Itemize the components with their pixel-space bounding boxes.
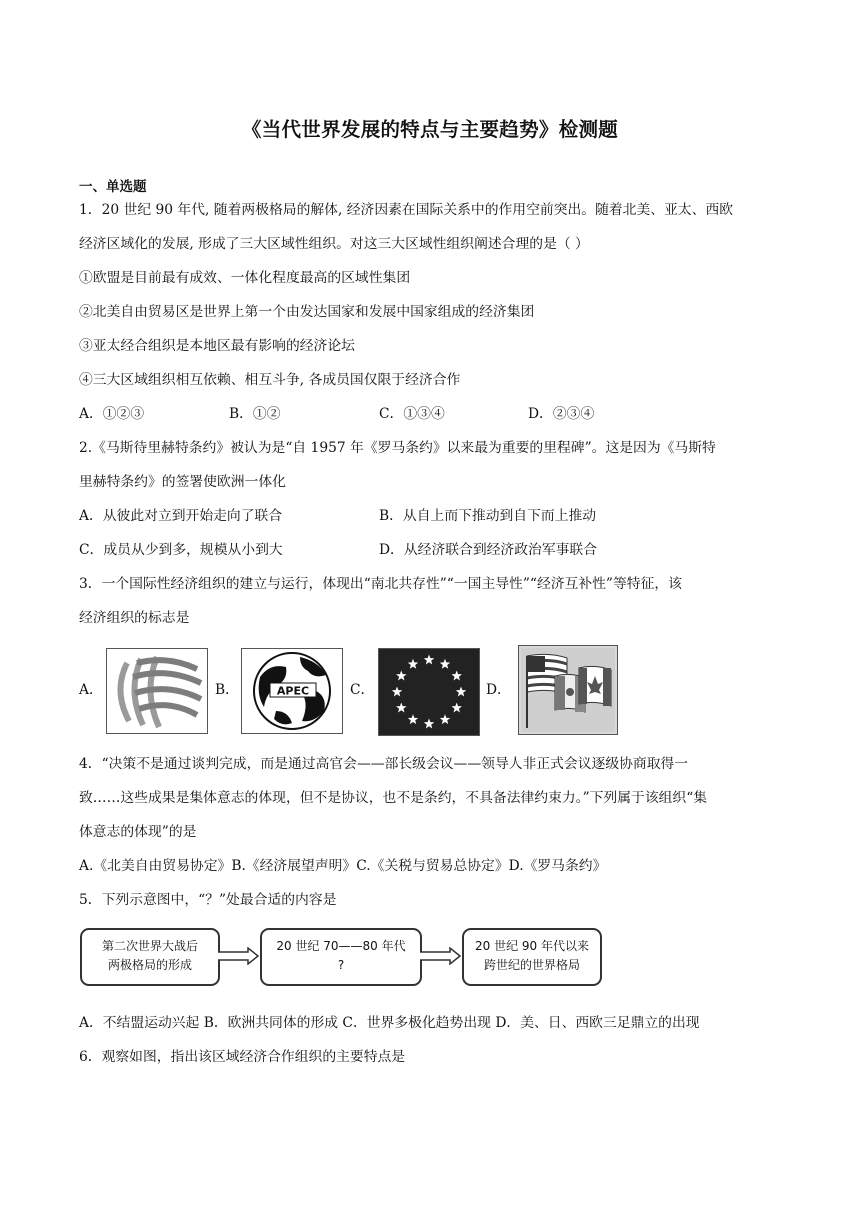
q4-line-1: 4．“决策不是通过谈判完成，而是通过高官会——部长级会议——领导人非正式会议逐级协商取得一: [79, 756, 689, 772]
page-title: 《当代世界发展的特点与主要趋势》检测题: [241, 118, 619, 141]
star-icon: [440, 659, 450, 669]
q1-line-2: 经济区域化的发展, 形成了三大区域性组织。对这三大区域性组织阐述合理的是（ ）: [79, 236, 589, 252]
nafta-flags-icon: [519, 646, 617, 734]
q1-option-c: C．①③④: [379, 406, 445, 422]
q2-option-a: A．从彼此对立到开始走向了联合: [79, 508, 283, 524]
q2-option-b: B．从自上而下推动到自下而上推动: [379, 508, 597, 524]
star-icon: [440, 714, 450, 724]
star-icon: [396, 703, 406, 713]
q1-statement-3: ③亚太经合组织是本地区最有影响的经济论坛: [79, 338, 355, 354]
q2-option-d: D．从经济联合到经济政治军事联合: [379, 542, 598, 558]
box1-line-1: 第二次世界大战后: [101, 939, 198, 953]
nafta-flags-image: [518, 645, 618, 735]
wto-logo-image: [106, 648, 208, 734]
box1-line-2: 两极格局的形成: [107, 958, 192, 972]
q2-line-1: 2.《马斯待里赫特条约》被认为是“自 1957 年《罗马条约》以来最为重要的里程碑”。这是因为《马斯特: [79, 440, 716, 456]
star-icon: [424, 655, 434, 665]
q3-option-a: A．: [79, 682, 103, 698]
wto-logo-icon: [107, 649, 207, 733]
q3-option-d: D．: [486, 682, 511, 698]
q5-options: A．不结盟运动兴起 B．欧洲共同体的形成 C．世界多极化趋势出现 D．美、日、西欧三足鼎立的出现: [79, 1015, 700, 1031]
diagram-box-1: [80, 928, 220, 986]
eu-stars-icon: [379, 649, 479, 735]
diagram-box-2: [260, 928, 422, 986]
q2-option-c: C．成员从少到多，规模从小到大: [79, 542, 283, 558]
q3-line-2: 经济组织的标志是: [79, 610, 190, 626]
q1-line-1: 1．20 世纪 90 年代, 随着两极格局的解体, 经济因素在国际关系中的作用空前突出。随着北美、亚太、西欧: [79, 202, 734, 218]
apec-globe-icon: [242, 649, 342, 733]
q3-line-1: 3．一个国际性经济组织的建立与运行，体现出“南北共存性”“一国主导性”“经济互补性”等特征，该: [79, 576, 682, 592]
box2-line-1: 20 世纪 70——80 年代: [276, 939, 406, 953]
diagram-box-3: [462, 928, 602, 986]
q3-option-c: C．: [350, 682, 375, 698]
star-icon: [392, 687, 402, 697]
q3-option-b: B．: [215, 682, 239, 698]
apec-logo-image: [241, 648, 343, 734]
star-icon: [451, 671, 461, 681]
q4-line-3: 体意志的体现”的是: [79, 824, 197, 840]
q1-option-a: A．①②③: [79, 406, 145, 422]
star-icon: [451, 703, 461, 713]
q1-option-d: D．②③④: [528, 406, 595, 422]
q4-options: A.《北美自由贸易协定》B.《经济展望声明》C.《关税与贸易总协定》D.《罗马条约》: [79, 858, 607, 874]
star-icon: [408, 714, 418, 724]
star-icon: [456, 687, 466, 697]
arrow-icon: [218, 947, 260, 965]
section-heading: 一、单选题: [79, 179, 147, 195]
eu-flag-image: [378, 648, 480, 736]
q5-line-1: 5．下列示意图中，“？”处最合适的内容是: [79, 892, 337, 908]
box3-line-1: 20 世纪 90 年代以来: [475, 939, 589, 953]
star-icon: [408, 659, 418, 669]
q2-line-2: 里赫特条约》的签署使欧洲一体化: [79, 474, 286, 490]
box2-line-2: ?: [337, 958, 345, 972]
q6-line-1: 6．观察如图，指出该区域经济合作组织的主要特点是: [79, 1049, 406, 1065]
q4-line-2: 致……这些成果是集体意志的体现，但不是协议，也不是条约，不具备法律约束力。”下列属于该组织“集: [79, 790, 708, 806]
q1-statement-1: ①欧盟是目前最有成效、一体化程度最高的区域性集团: [79, 270, 411, 286]
box3-line-2: 跨世纪的世界格局: [483, 958, 580, 972]
q1-statement-2: ②北美自由贸易区是世界上第一个由发达国家和发展中国家组成的经济集团: [79, 304, 535, 320]
q1-statement-4: ④三大区域组织相互依赖、相互斗争, 各成员国仅限于经济合作: [79, 372, 461, 388]
q1-option-b: B．①②: [229, 406, 281, 422]
arrow-icon: [420, 947, 462, 965]
apec-text: APEC: [276, 684, 310, 698]
star-icon: [424, 719, 434, 729]
star-icon: [396, 671, 406, 681]
